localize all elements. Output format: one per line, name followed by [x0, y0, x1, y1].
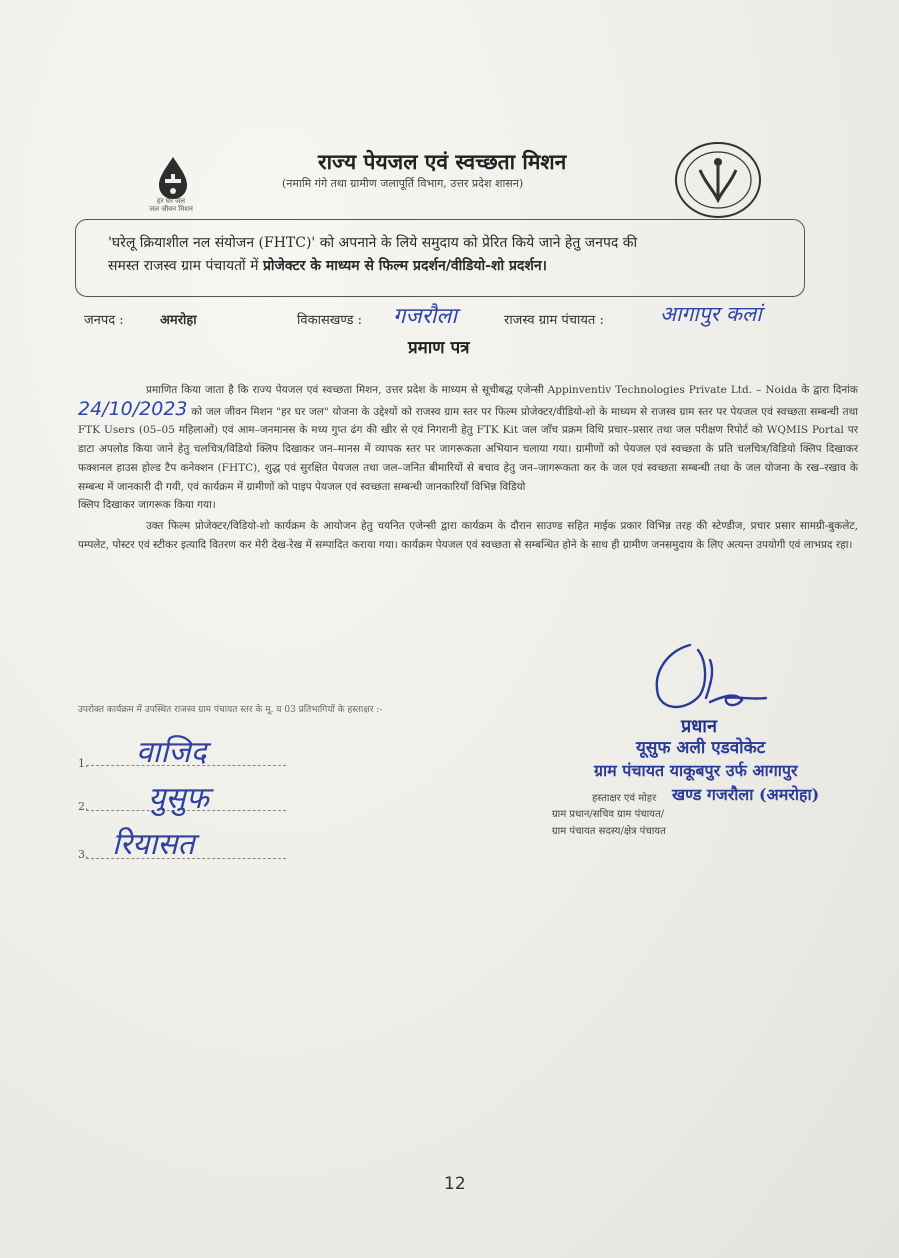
block-value-handwritten: गजरौला: [393, 304, 458, 329]
logo-caption: [136, 197, 206, 213]
panchayat-value-handwritten: आगापुर कलां: [660, 302, 762, 326]
date-handwritten: 24/10/2023: [78, 397, 188, 420]
signature-caption-2: ग्राम प्रधान/सचिव ग्राम पंचायत/: [552, 809, 665, 820]
body-paragraph-1: [78, 381, 858, 496]
body-para1-a: प्रमाणित किया जाता है कि राज्य पेयजल एवं स्वच्छता मिशन, उत्तर प्रदेश के माध्यम से सूचीबद्ध एजेन्सी Appinventiv Technologies Private Ltd. – Noida के द्वारा दिनांक: [146, 384, 858, 396]
stamp-title: प्रधान: [681, 716, 717, 737]
signature-caption-1: हस्ताक्षर एवं मोहर: [592, 793, 657, 804]
certificate-title: प्रमाण पत्र: [408, 338, 470, 358]
pradhan-signature: [640, 640, 780, 720]
body-para1-c: क्लिप दिखाकर जागरूक किया गया।: [78, 499, 216, 512]
panchayat-label: राजस्व ग्राम पंचायत :: [504, 313, 604, 328]
signature-caption-3: ग्राम पंचायत सदस्य/क्षेत्र पंचायत: [552, 826, 666, 837]
district-label: जनपद :: [84, 313, 124, 328]
stamp-panchayat: ग्राम पंचायत याकूबपुर उर्फ आगापुर: [594, 761, 798, 780]
program-title-line1: 'घरेलू क्रियाशील नल संयोजन (FHTC)' को अपनाने के लिये समुदाय को प्रेरित किये जाने हेतु जनपद की: [108, 235, 638, 251]
attendee-number: 1.: [78, 757, 89, 770]
program-title-line2-bold: प्रोजेक्टर के माध्यम से फिल्म प्रदर्शन/वीडियो-शो प्रदर्शन।: [262, 258, 547, 274]
program-title-box: [75, 219, 805, 297]
body-paragraph-2: उक्त फिल्म प्रोजेक्टर/विडियो-शो कार्यक्रम के आयोजन हेतु चयनित एजेन्सी द्वारा कार्यक्रम के दौरान साउण्ड सहित माईक प्रकार विभिन्न तरह की स्टेण्डीज, प्रचार प्रसार सामग्री-बुकलेट, पम्पलेट, पोस्टर एवं स्टीकर इत्यादि वितरण कर मेरी देख-रेख में सम्पादित कराया गया। कार्यक्रम पेयजल एवं स्वच्छता से सम्बन्धित होने के साथ ही ग्रामीण जनसमुदाय के लिए अत्यन्त उपयोगी एवं लाभप्रद रहा।: [78, 519, 858, 551]
program-title-line2-plain: समस्त राजस्व ग्राम पंचायतों में: [108, 258, 263, 274]
stamp-block: खण्ड गजरौला (अमरोहा): [672, 785, 820, 804]
attendee-signature: रियासत: [112, 827, 195, 862]
header-title: राज्य पेयजल एवं स्वच्छता मिशन: [318, 149, 567, 174]
district-value: अमरोहा: [160, 313, 197, 328]
attendee-number: 2.: [78, 800, 89, 813]
block-label: विकासखण्ड :: [297, 313, 363, 328]
attendee-signature: युसुफ: [148, 781, 209, 816]
header-subtitle: (नमामि गंगे तथा ग्रामीण जलापूर्ति विभाग, उत्तर प्रदेश शासन): [282, 177, 524, 190]
attendee-number: 3.: [78, 848, 89, 861]
attendee-signature: वाजिद: [136, 735, 207, 770]
certificate-body: [78, 381, 858, 554]
page-number: 12: [444, 1174, 466, 1194]
attendees-label: उपरोक्त कार्यक्रम में उपस्थित राजस्व ग्राम पंचायत स्तर के मू. य 03 प्रतिभागियों के हस्ताक्षर :-: [78, 705, 383, 715]
logo-caption-line1: हर घर जल: [157, 197, 185, 205]
program-title-line2: [108, 255, 790, 278]
logo-caption-line2: जल जीवन मिशन: [149, 205, 193, 213]
body-para1-b: को जल जीवन मिशन "हर घर जल" योजना के उद्देश्यों को राजस्व ग्राम स्तर पर फिल्म प्रोजेक्टर/वीडियो-शो के माध्यम से राजस्व ग्राम स्तर पर पेयजल एवं स्वच्छता सम्बन्धी तथा FTK Users (05–05 महिलाओं) एवं आम–जनमानस के मध्य गुप्त ढंग की खीर से एवं निगरानी हेतु FTK Kit जल जाँच प्रक्रम विधि प्रचार–प्रसार तथा जल परीक्षण रिपोर्ट को WQMIS Portal पर डाटा अपलोड किया जाने हेतु चलचित्र/विडियो क्लिप दिखाकर जन–मानस में व्यापक स्तर पर जागरूकता अभियान चलाया गया। ग्रामीणों को पेयजल एवं स्वच्छता के प्रति चलचित्र/विडियो क्लिप दिखाकर फक्शनल हाउस होल्ड टैप कनेक्शन (FHTC), शुद्ध एवं सुरक्षित पेयजल तथा जल–जनित बीमारियों से बचाव हेतु जन–जागरूकता कर के जल एवं स्वच्छता सम्बन्धी तथा के जल योजना के रख–रखाव के सम्बन्ध में जानकारी दी गयी, एवं कार्यक्रम में ग्रामीणों को पाइप पेयजल एवं स्वच्छता सम्बन्धी जानकारियाँ विभिन्न विडियो: [78, 405, 858, 493]
stamp-name: यूसुफ अली एडवोकेट: [636, 738, 766, 758]
up-government-emblem: [672, 140, 764, 220]
